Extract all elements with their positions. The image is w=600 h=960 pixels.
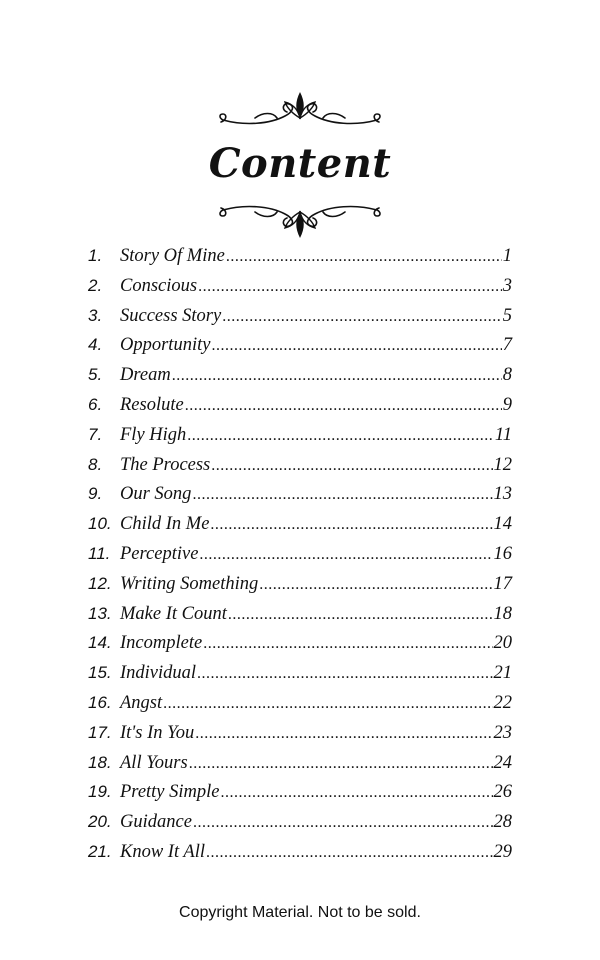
toc-page: 9 [502, 394, 512, 415]
toc-page: 26 [493, 782, 512, 803]
toc-title: Success Story [120, 305, 222, 326]
toc-entry[interactable] [88, 335, 512, 365]
toc-title: Angst [120, 692, 163, 713]
toc-page: 18 [493, 603, 512, 624]
toc-page: 13 [493, 484, 512, 505]
toc-title: Pretty Simple [120, 782, 220, 803]
dot-leader [203, 635, 492, 653]
toc-title: Make It Count [120, 603, 227, 624]
copyright-notice: Copyright Material. Not to be sold. [179, 904, 421, 921]
dot-leader [211, 457, 492, 475]
toc-entry[interactable] [88, 812, 512, 842]
dot-leader [259, 576, 492, 594]
toc-title: The Process [120, 454, 211, 475]
toc-entry[interactable] [88, 633, 512, 663]
toc-title: Our Song [120, 484, 192, 505]
toc-number: 21. [88, 841, 112, 861]
toc-title: Resolute [120, 394, 184, 415]
toc-title: Incomplete [120, 633, 203, 654]
toc-page: 17 [493, 573, 512, 594]
toc-entry[interactable] [88, 514, 512, 544]
dot-leader [199, 546, 492, 564]
toc-entry[interactable] [88, 782, 512, 812]
dot-leader [211, 337, 501, 355]
toc-number: 16. [88, 692, 112, 712]
toc-page: 3 [502, 275, 512, 296]
toc-entry[interactable] [88, 753, 512, 783]
toc-number: 18. [88, 752, 112, 772]
toc-page: 11 [494, 424, 512, 445]
toc-number: 9. [88, 484, 103, 504]
toc-page: 28 [493, 812, 512, 833]
toc-number: 13. [88, 603, 112, 623]
dot-leader [226, 248, 502, 266]
toc-number: 10. [88, 514, 112, 534]
toc-title: Know It All [120, 841, 205, 862]
toc-number: 8. [88, 454, 103, 474]
toc-title: All Yours [120, 752, 188, 773]
toc-page: 21 [493, 663, 512, 684]
dot-leader [195, 725, 492, 743]
dot-leader [221, 784, 493, 802]
toc-title: Individual [120, 663, 197, 684]
toc-number: 6. [88, 394, 103, 414]
toc-entry[interactable] [88, 484, 512, 514]
toc-title: Opportunity [120, 335, 211, 356]
toc-entry[interactable] [88, 842, 512, 872]
toc-entry[interactable] [88, 663, 512, 693]
dot-leader [163, 695, 492, 713]
toc-entry[interactable] [88, 455, 512, 485]
dot-leader [222, 308, 502, 326]
toc-number: 12. [88, 573, 112, 593]
toc-title: Writing Something [120, 573, 259, 594]
toc-page: 16 [493, 543, 512, 564]
dot-leader [197, 665, 492, 683]
toc-entry[interactable] [88, 246, 512, 276]
toc-page: 7 [502, 335, 512, 356]
toc-entry[interactable] [88, 723, 512, 753]
toc-title: Guidance [120, 812, 192, 833]
toc-number: 1. [88, 246, 103, 265]
toc-entry[interactable] [88, 306, 512, 336]
toc-number: 19. [88, 782, 112, 802]
toc-page: 14 [493, 514, 512, 535]
toc-title: It's In You [120, 722, 195, 743]
toc-number: 7. [88, 424, 103, 444]
toc-number: 3. [88, 305, 103, 325]
toc-page: 29 [493, 841, 512, 862]
toc-number: 11. [88, 543, 111, 563]
toc-number: 4. [88, 335, 103, 355]
toc-entry[interactable] [88, 574, 512, 604]
dot-leader [192, 486, 492, 504]
toc-entry[interactable] [88, 276, 512, 306]
dot-leader [193, 814, 493, 832]
toc-entry[interactable] [88, 544, 512, 574]
table-of-contents [88, 246, 512, 872]
page-title: Content [208, 140, 392, 187]
dot-leader [210, 516, 492, 534]
dot-leader [187, 427, 494, 445]
toc-title: Conscious [120, 275, 198, 296]
dot-leader [198, 278, 502, 296]
toc-title: Dream [120, 365, 171, 386]
toc-title: Child In Me [120, 514, 210, 535]
toc-number: 2. [88, 275, 103, 295]
dot-leader [172, 367, 502, 385]
toc-entry[interactable] [88, 693, 512, 723]
toc-page: 5 [502, 305, 512, 326]
dot-leader [189, 755, 493, 773]
toc-page: 20 [493, 633, 512, 654]
toc-title: Perceptive [120, 543, 199, 564]
toc-number: 5. [88, 365, 103, 385]
toc-entry[interactable] [88, 365, 512, 395]
toc-entry[interactable] [88, 425, 512, 455]
toc-page: 24 [493, 752, 512, 773]
toc-entry[interactable] [88, 395, 512, 425]
flourish-bottom-icon [215, 196, 385, 242]
toc-number: 17. [88, 722, 112, 742]
toc-number: 20. [88, 812, 112, 832]
toc-number: 15. [88, 663, 112, 683]
toc-title: Story Of Mine [120, 246, 225, 266]
toc-number: 14. [88, 633, 112, 653]
toc-title: Fly High [120, 424, 187, 445]
toc-page: 1 [502, 246, 512, 266]
toc-page: 23 [493, 722, 512, 743]
toc-entry[interactable] [88, 604, 512, 634]
dot-leader [206, 844, 493, 862]
toc-page: 8 [502, 365, 512, 386]
flourish-top-icon [215, 88, 385, 134]
toc-page: 22 [493, 692, 512, 713]
toc-page: 12 [493, 454, 512, 475]
dot-leader [228, 606, 493, 624]
dot-leader [185, 397, 502, 415]
